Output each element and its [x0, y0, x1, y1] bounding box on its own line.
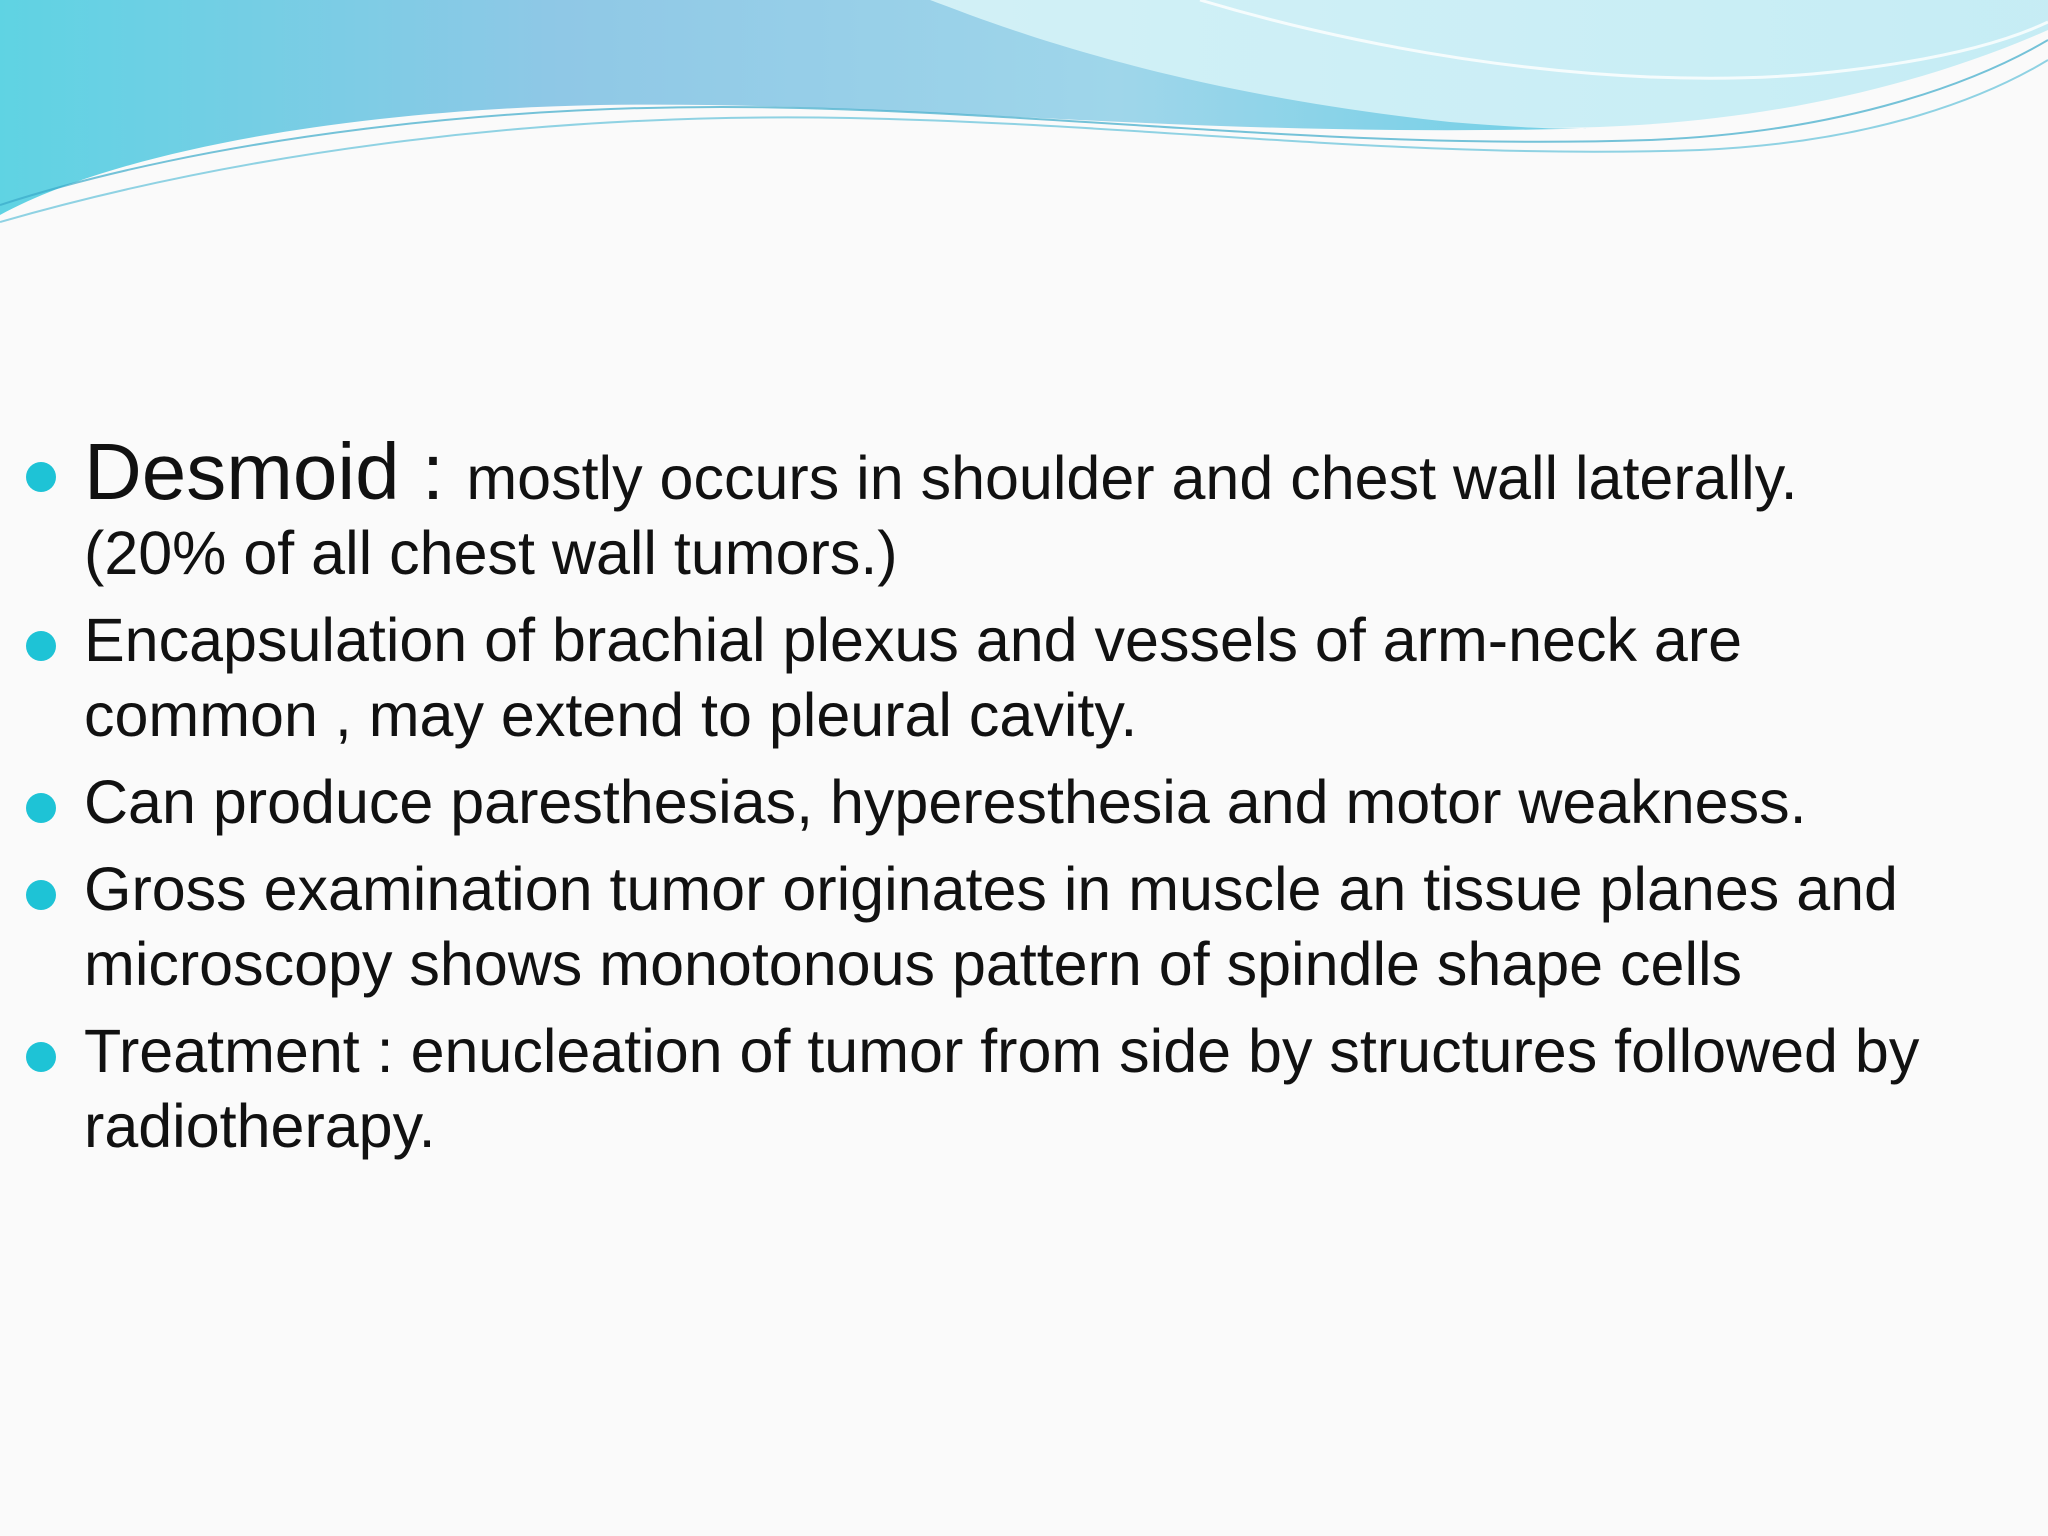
bullet-icon	[26, 880, 56, 910]
bullet-text: Encapsulation of brachial plexus and vessels of arm-neck are common , may extend to pleural cavity.	[84, 606, 1743, 749]
bullet-item-desmoid	[26, 427, 1926, 591]
bullet-icon	[26, 462, 56, 492]
bullet-icon	[26, 631, 56, 661]
bullet-item-treatment	[26, 1014, 1926, 1164]
bullet-text: mostly occurs in shoulder and chest wall laterally.(20% of all chest wall tumors.)	[84, 444, 1798, 587]
bullet-item-symptoms	[26, 765, 1926, 840]
bullet-icon	[26, 793, 56, 823]
wave-header-decoration	[0, 0, 2048, 240]
bullet-text: Treatment : enucleation of tumor from side by structures followed by radiotherapy.	[84, 1017, 1920, 1160]
bullet-lead-text: Desmoid :	[84, 427, 467, 516]
bullet-text: Gross examination tumor originates in muscle an tissue planes and microscopy shows monotonous pattern of spindle shape cells	[84, 855, 1898, 998]
bullet-text: Can produce paresthesias, hyperesthesia and motor weakness.	[84, 768, 1807, 836]
bullet-item-encapsulation	[26, 603, 1926, 753]
bullet-list	[26, 427, 1926, 1176]
bullet-item-gross-examination	[26, 852, 1926, 1002]
bullet-icon	[26, 1042, 56, 1072]
